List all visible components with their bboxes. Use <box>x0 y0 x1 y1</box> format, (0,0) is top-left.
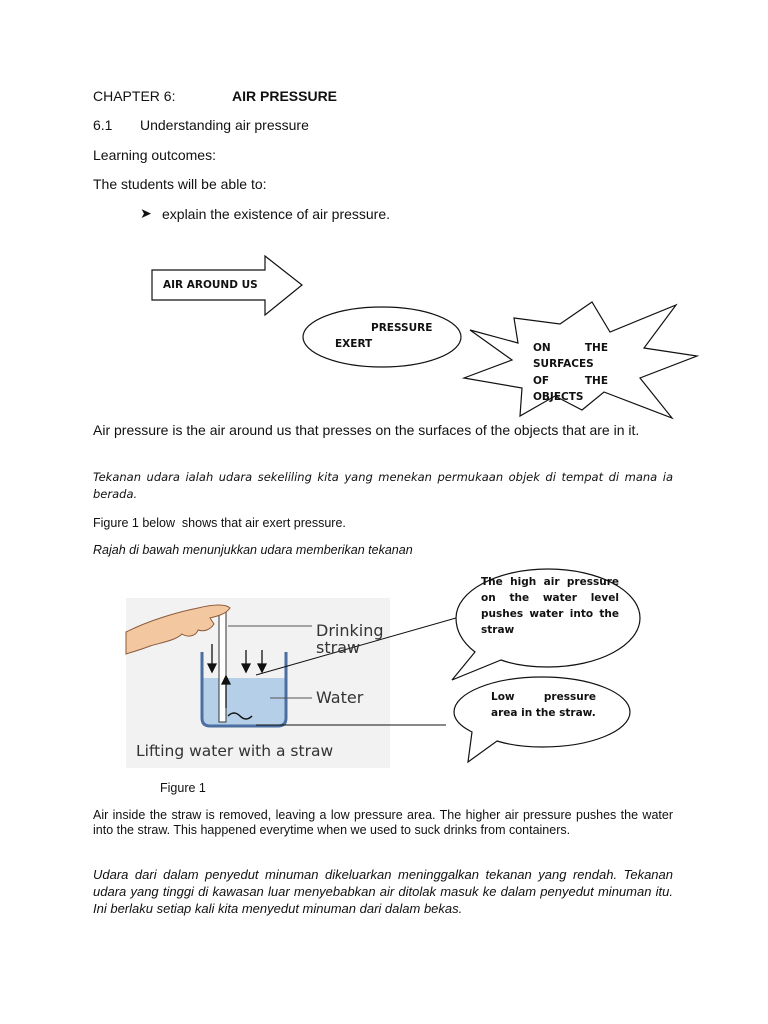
callout-low-line-2: area in the straw. <box>491 707 596 719</box>
figure-intro-english: Figure 1 below shows that air exert pressure. <box>93 516 346 530</box>
straw-label: straw <box>316 638 361 657</box>
section-number: 6.1 <box>93 117 113 133</box>
star-label-on: ON <box>533 342 551 354</box>
star-label-objects: OBJECTS <box>533 391 584 403</box>
concept-map <box>0 0 768 420</box>
star-label-the-2: THE <box>584 375 608 387</box>
able-to-text: The students will be able to: <box>93 176 267 192</box>
oval-label-1: PRESSURE <box>371 322 433 334</box>
straw-figure <box>0 560 768 790</box>
callout-low-line-1 <box>491 689 596 705</box>
bullet-arrow-icon: ➤ <box>140 205 152 221</box>
explanation-english: Air inside the straw is removed, leaving a low pressure area. The higher air pressure pushes the water into the straw. This happened everytime when we used to suck drinks from containers. <box>93 808 673 837</box>
definition-malay: Tekanan udara ialah udara sekeliling kita yang menekan permukaan objek di tempat di mana ia berada. <box>93 470 673 501</box>
pressure-oval <box>303 307 461 367</box>
explanation-malay: Udara dari dalam penyedut minuman dikeluarkan meninggalkan tekanan yang rendah. Tekanan udara yang tinggi di kawasan luar menyebabkan air ditolak masuk ke dalam penyedut minuman itu. Ini berlaku setiap kali kita menyedut minuman dari dalam bekas. <box>93 867 673 916</box>
definition-english: Air pressure is the air around us that presses on the surfaces of the objects that are in it. <box>93 422 640 438</box>
figure-caption: Figure 1 <box>160 781 206 795</box>
section-title: Understanding air pressure <box>140 117 309 133</box>
water-label: Water <box>316 688 364 707</box>
callout-low-word-pressure: pressure <box>543 691 596 703</box>
chapter-title: AIR PRESSURE <box>232 88 338 104</box>
star-label-the-1: THE <box>584 342 608 354</box>
callout-high-text: The high air pressure on the water level pushes water into the straw <box>481 576 619 636</box>
chapter-label: CHAPTER 6: <box>93 88 176 104</box>
callout-low-text <box>491 689 596 721</box>
star-label-surfaces: SURFACES <box>533 358 594 370</box>
learning-outcomes-heading: Learning outcomes: <box>93 147 216 163</box>
figure-intro-malay: Rajah di bawah menunjukkan udara memberikan tekanan <box>93 543 413 557</box>
image-caption: Lifting water with a straw <box>136 742 334 760</box>
callout-low-word-low: Low <box>491 691 515 703</box>
oval-label-2: EXERT <box>335 338 373 350</box>
star-label-of: OF <box>533 375 550 387</box>
drinking-label: Drinking <box>316 621 384 640</box>
learning-outcome-bullet: explain the existence of air pressure. <box>162 206 391 222</box>
arrow-label: AIR AROUND US <box>163 279 258 291</box>
